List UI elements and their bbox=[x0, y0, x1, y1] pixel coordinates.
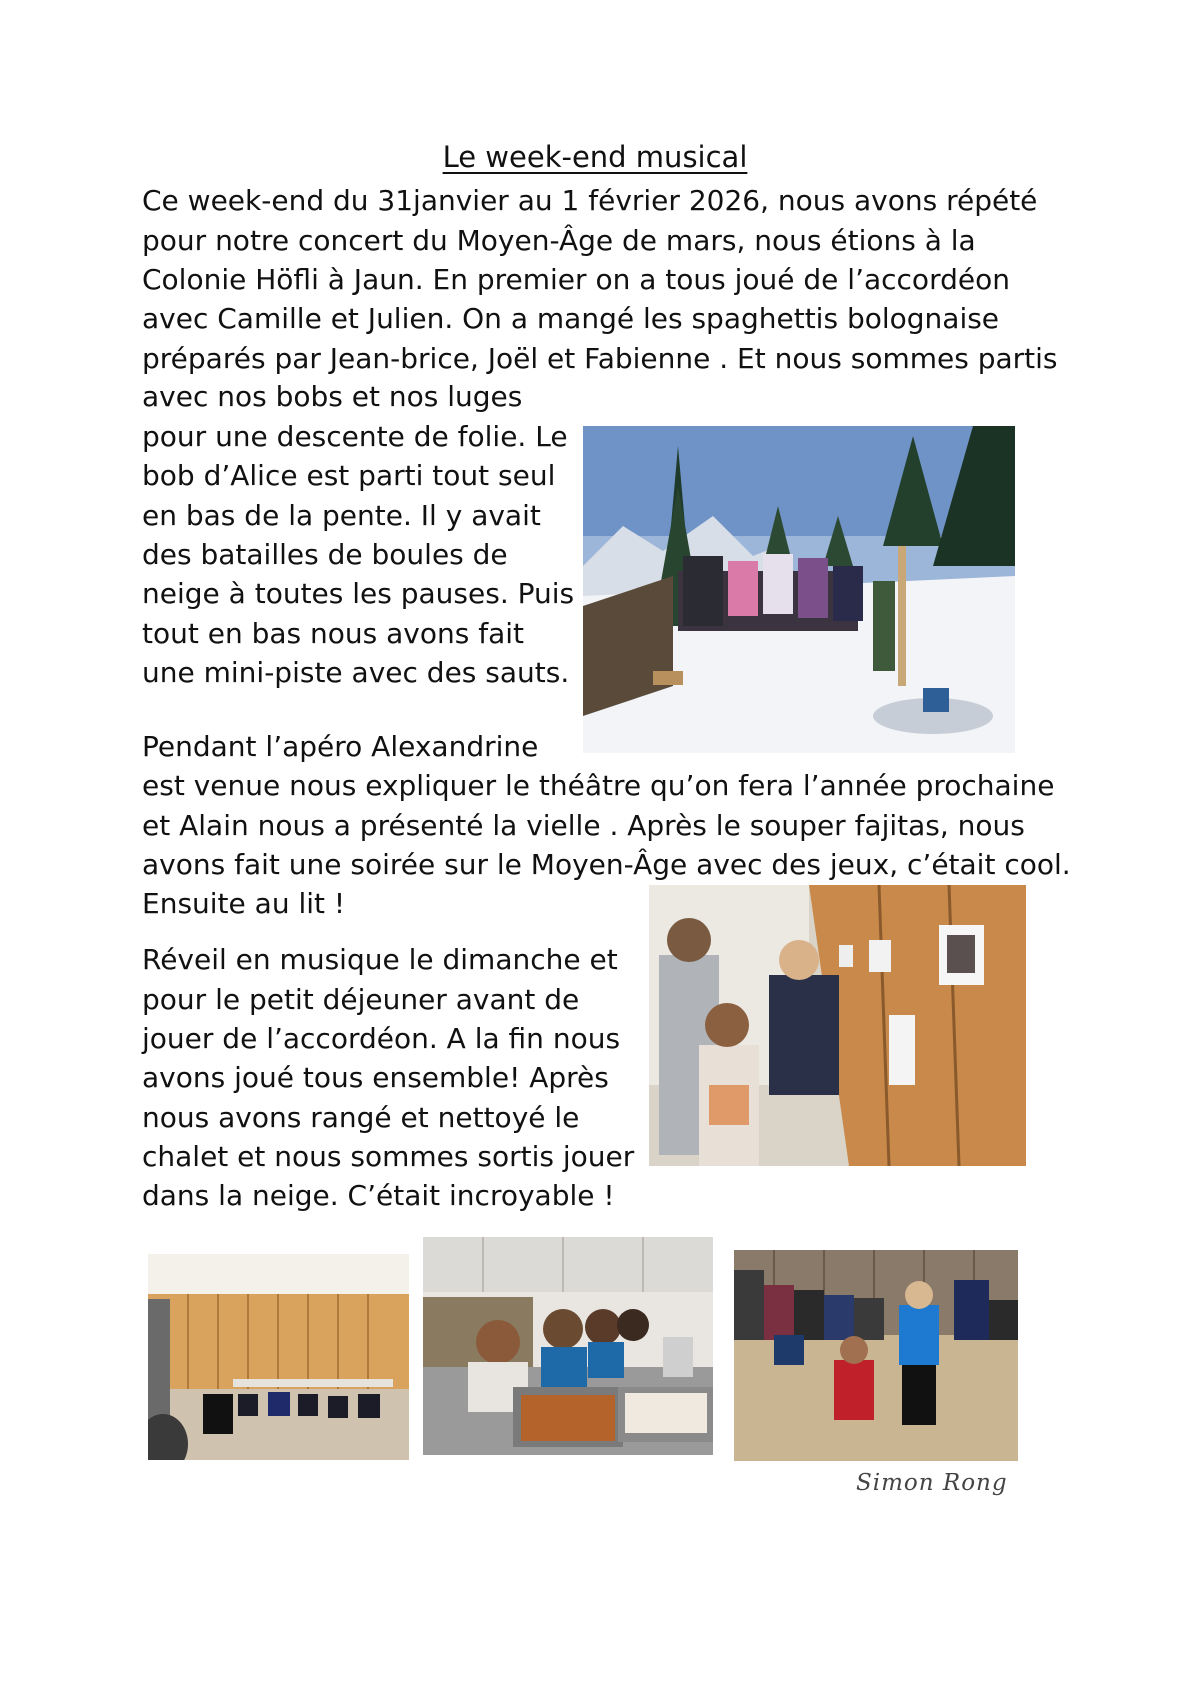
text-line: pour le petit déjeuner avant de bbox=[142, 983, 580, 1016]
text-line: Ensuite au lit ! bbox=[142, 887, 346, 920]
text-line: avec nos bobs et nos luges bbox=[142, 380, 523, 413]
text-line: avec Camille et Julien. On a mangé les spaghettis bolognaise bbox=[142, 302, 1000, 335]
text-line: Pendant l’apéro Alexandrine bbox=[142, 730, 539, 763]
text-line: et Alain nous a présenté la vielle . Après le souper fajitas, nous bbox=[142, 809, 1025, 842]
text-line: est venue nous expliquer le théâtre qu’on fera l’année prochaine bbox=[142, 769, 1055, 802]
text-line: des batailles de boules de bbox=[142, 538, 508, 571]
page-title: Le week-end musical bbox=[442, 140, 748, 174]
text-line: dans la neige. C’était incroyable ! bbox=[142, 1179, 615, 1212]
hallway-photo bbox=[649, 885, 1026, 1166]
text-line: jouer de l’accordéon. A la fin nous bbox=[142, 1022, 621, 1055]
text-line: bob d’Alice est parti tout seul bbox=[142, 459, 556, 492]
text-line: en bas de la pente. Il y avait bbox=[142, 499, 541, 532]
text-line: une mini-piste avec des sauts. bbox=[142, 656, 570, 689]
text-line: chalet et nous sommes sortis jouer bbox=[142, 1140, 635, 1173]
text-line: avons fait une soirée sur le Moyen-Âge avec des jeux, c’était cool. bbox=[142, 848, 1071, 881]
dinner-photo bbox=[423, 1237, 713, 1455]
dance-game-photo bbox=[734, 1250, 1018, 1461]
text-line: avons joué tous ensemble! Après bbox=[142, 1061, 609, 1094]
text-line: pour une descente de folie. Le bbox=[142, 420, 568, 453]
text-line: Ce week-end du 31janvier au 1 février 2026, nous avons répété bbox=[142, 184, 1038, 217]
text-line: Réveil en musique le dimanche et bbox=[142, 943, 618, 976]
text-line: tout en bas nous avons fait bbox=[142, 617, 525, 650]
text-line: préparés par Jean-brice, Joël et Fabienne . Et nous sommes partis bbox=[142, 342, 1058, 375]
text-line: pour notre concert du Moyen-Âge de mars, nous étions à la bbox=[142, 224, 976, 257]
text-line: nous avons rangé et nettoyé le bbox=[142, 1101, 580, 1134]
text-line: Colonie Höfli à Jaun. En premier on a tous joué de l’accordéon bbox=[142, 263, 1010, 296]
text-line: neige à toutes les pauses. Puis bbox=[142, 577, 575, 610]
rehearsal-photo bbox=[148, 1254, 409, 1460]
snow-group-photo bbox=[583, 426, 1015, 753]
signature: Simon Rong bbox=[856, 1470, 1008, 1496]
